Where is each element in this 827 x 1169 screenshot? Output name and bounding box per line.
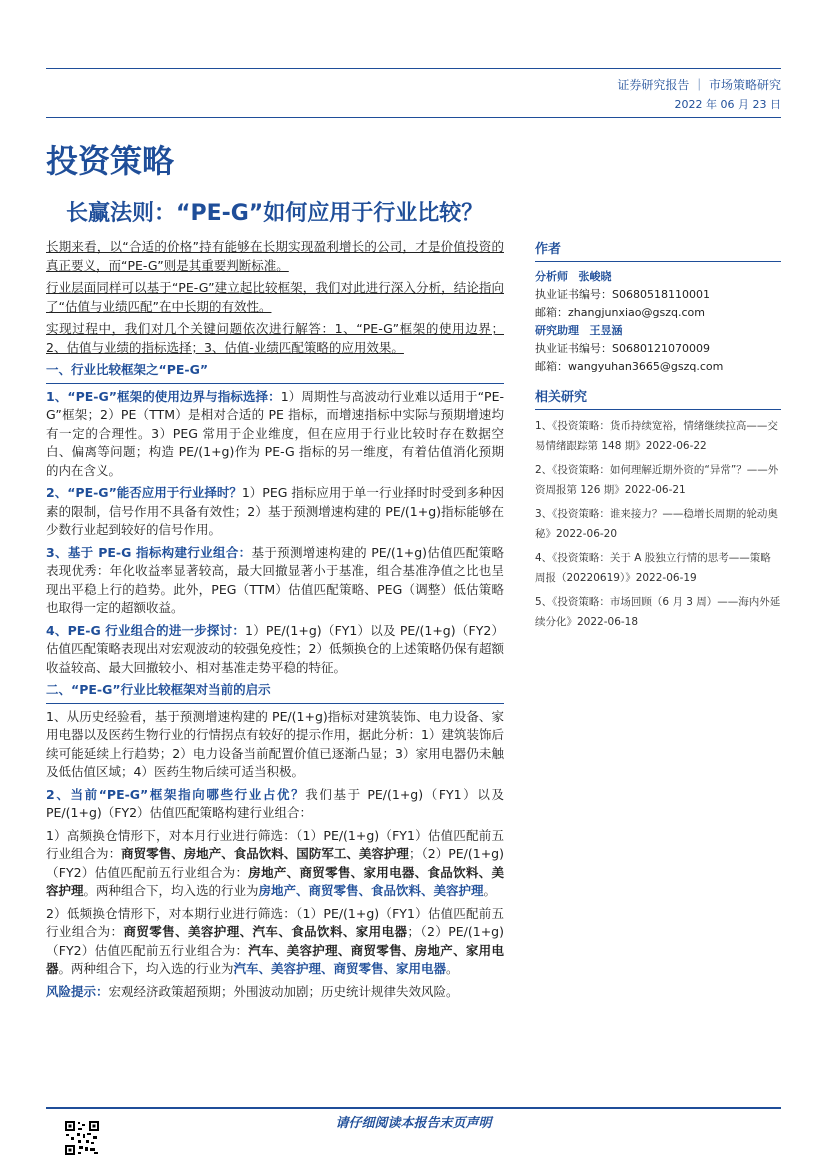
point-body: 1）周期性与高波动行业难以适用于“PE-G”框架；2）PE（TTM）是相对合适的 PE 指标，而增速指标中实际与预期增速均有一定的合理性。3）PEG 常用于企业维度，但在应用于行业比较时存在数据空白、偏离等问题；构造 PE/(1+g)作为 PE-G 指标的另一维度，有着估值消化预期的内在含义。 <box>46 388 504 478</box>
intro-paragraph: 行业层面同样可以基于“PE-G”建立起比较框架，我们对此进行深入分析，结论指向了“估值与业绩匹配”在中长期的有效性。 <box>46 280 504 314</box>
text-run: 2）低频换仓情形下，对本期行业进行筛选：（1）PE/(1+g)（FY1）估值匹配前五行业组合为： <box>46 905 504 939</box>
text-run: 。两种组合下，均入选的行业为 <box>83 883 259 898</box>
sidebar <box>535 238 781 636</box>
point-lead: 1、“PE-G”框架的使用边界与指标选择： <box>46 388 281 404</box>
section1-point-4 <box>46 622 504 678</box>
related-report-link[interactable]: 5、《投资策略：市场回顾（6 月 3 周）——海内外延续分化》2022-06-18 <box>535 596 781 628</box>
assistant-email[interactable]: 邮箱：wangyuhan3665@gszq.com <box>535 360 724 373</box>
point-body: 1）PEG 指标应用于单一行业择时时受到多种因素的限制，信号作用不具备有效性；2）基于预测增速构建的 PE/(1+g)指标能够在少数行业起到较好的信号作用。 <box>46 485 504 537</box>
report-date: 2022 年 06 月 23 日 <box>674 98 781 111</box>
point-body: 1）PE/(1+g)（FY1）以及 PE/(1+g)（FY2）估值匹配策略表现出对宏观波动的较强免疫性；2）低频换仓的上述策略仍保有超额收益较高、最大回撤较小、相对基准走势平稳的特征。 <box>46 622 504 675</box>
section-heading: 一、行业比较框架之“PE-G” <box>46 361 504 384</box>
section-heading: 二、“PE-G”行业比较框架对当前的启示 <box>46 681 504 704</box>
text-run: ；（2）PE/(1+g)（FY2）估值匹配前五行业组合为： <box>46 846 504 880</box>
point-lead: 2、当前“PE-G”框架指向哪些行业占优？ <box>46 786 306 802</box>
analyst-role: 分析师 <box>535 270 568 283</box>
analyst-row <box>535 268 781 286</box>
section1-point-2 <box>46 484 504 540</box>
assistant-name: 王昱涵 <box>589 324 623 337</box>
section2-point-1: 1、从历史经验看，基于预测增速构建的 PE/(1+g)指标对建筑装饰、电力设备、家用电器以及医药生物行业的行情拐点有较好的提示作用，据此分析：1）建筑装饰后续可能延续上行趋势；2）电力设备当前配置价值已逐渐凸显；3）家用电器仍未触及低估值区域；4）医药生物后续可适当积极。 <box>46 708 504 779</box>
section1-point-3 <box>46 544 504 618</box>
section2-point-2 <box>46 786 504 823</box>
assistant-license: 执业证书编号：S0680121070009 <box>535 342 710 355</box>
header-divider <box>46 117 781 118</box>
text-run: ；（2）PE/(1+g)（FY2）估值匹配前五行业组合为： <box>46 924 504 958</box>
related-report-link[interactable]: 3、《投资策略：谁来接力？——稳增长周期的轮动奥秘》2022-06-20 <box>535 508 778 540</box>
analyst-name: 张峻晓 <box>578 270 612 283</box>
related-report-link[interactable]: 2、《投资策略：如何理解近期外资的“异常”？——外资周报第 126 期》2022-06-21 <box>535 464 779 496</box>
risk-warning <box>46 983 504 1002</box>
industry-list: 房地产、商贸零售、家用电器、食品饮料、美容护理 <box>46 864 504 898</box>
author-heading: 作者 <box>535 238 781 262</box>
risk-label: 风险提示： <box>46 983 109 999</box>
industry-list: 汽车、美容护理、商贸零售、家用电器 <box>233 961 447 976</box>
report-category: 证券研究报告 ｜ 市场策略研究 <box>617 78 781 92</box>
analyst-email[interactable]: 邮箱：zhangjunxiao@gszq.com <box>535 306 705 319</box>
intro-paragraph: 实现过程中，我们对几个关键问题依次进行解答：1、“PE-G”框架的使用边界；2、估值与业绩的指标选择；3、估值-业绩匹配策略的应用效果。 <box>46 321 504 355</box>
related-report-link[interactable]: 4、《投资策略：关于 A 股独立行情的思考——策略周报（20220619）》2022-06-19 <box>535 552 771 584</box>
point-lead: 2、“PE-G”能否应用于行业择时？ <box>46 485 242 500</box>
section2-point-4 <box>46 905 504 979</box>
intro-paragraph: 长期来看，以“合适的价格”持有能够在长期实现盈利增长的公司，才是价值投资的真正要义，而“PE-G”则是其重要判断标准。 <box>46 239 504 273</box>
related-heading: 相关研究 <box>535 386 781 410</box>
footer-rule <box>46 1107 781 1109</box>
section2-point-3 <box>46 827 504 901</box>
main-column <box>46 238 504 1005</box>
risk-text: 宏观经济政策超预期；外围波动加剧；历史统计规律失效风险。 <box>108 983 459 999</box>
text-run: 1）高频换仓情形下，对本月行业进行筛选：（1）PE/(1+g)（FY1）估值匹配前五行业组合为： <box>46 827 504 861</box>
analyst-license: 执业证书编号：S0680518110001 <box>535 288 710 301</box>
point-body: 我们基于 PE/(1+g)（FY1）以及 PE/(1+g)（FY2）估值匹配策略构建行业组合： <box>46 786 504 820</box>
industry-list: 汽车、美容护理、商贸零售、房地产、家用电器 <box>46 942 504 976</box>
text-run: 。两种组合下，均入选的行业为 <box>58 961 234 976</box>
assistant-row <box>535 322 781 340</box>
report-subtitle: 长赢法则：“PE-G”如何应用于行业比较？ <box>66 201 484 226</box>
section1-point-1 <box>46 388 504 481</box>
footer-notice: 请仔细阅读本报告末页声明 <box>335 1116 492 1131</box>
point-lead: 3、基于 PE-G 指标构建行业组合： <box>46 544 252 560</box>
text-run: 。 <box>446 961 459 976</box>
industry-list: 商贸零售、房地产、食品饮料、国防军工、美容护理 <box>121 846 409 861</box>
text-run: 。 <box>483 883 497 898</box>
header-rule-top <box>46 68 781 69</box>
assistant-role: 研究助理 <box>535 324 579 337</box>
industry-list: 商贸零售、美容护理、汽车、食品饮料、家用电器 <box>123 924 408 939</box>
qr-code-icon <box>64 1120 100 1156</box>
related-report-link[interactable]: 1、《投资策略：货币持续宽裕，情绪继续拉高——交易情绪跟踪第 148 期》2022-06-22 <box>535 420 778 452</box>
point-lead: 4、PE-G 行业组合的进一步探讨： <box>46 622 246 638</box>
point-body: 基于预测增速构建的 PE/(1+g)估值匹配策略表现优秀：年化收益率显著较高，最大回撤显著小于基准，组合基准净值之比也呈现出平稳上行的趋势。此外，PEG（TTM）估值匹配策略、PEG（调整）低估策略也取得一定的超额收益。 <box>46 544 504 615</box>
doc-title: 投资策略 <box>46 142 175 180</box>
industry-list: 房地产、商贸零售、食品饮料、美容护理 <box>258 883 484 898</box>
